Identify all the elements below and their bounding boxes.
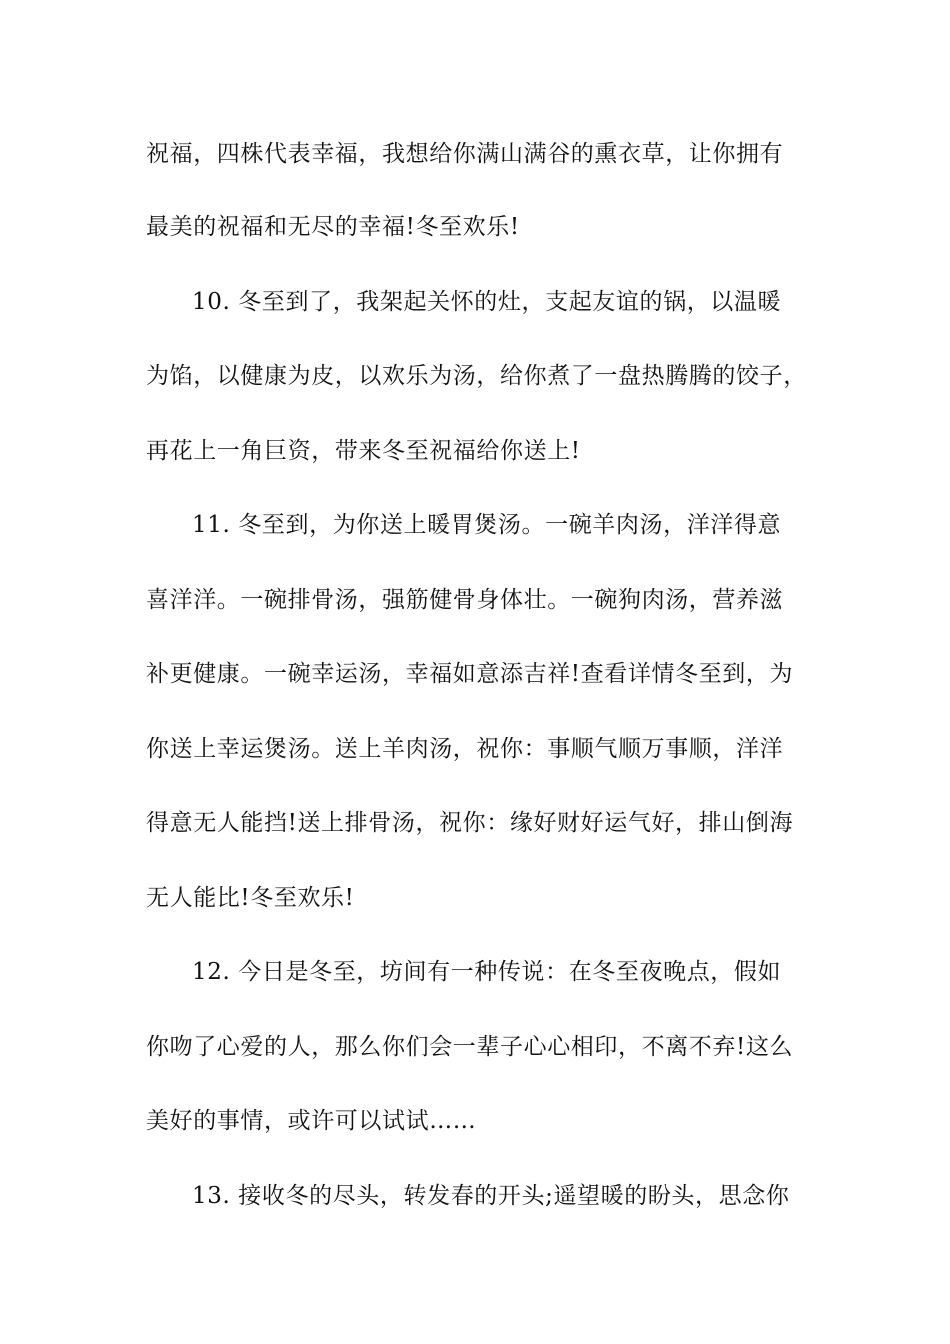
- text-line: 无人能比!冬至欢乐!: [146, 885, 355, 911]
- text-line: 为馅，以健康为皮，以欢乐为汤，给你煮了一盘热腾腾的饺子，: [146, 363, 807, 389]
- paragraph-10-start: 10. 冬至到了，我架起关怀的灶，支起友谊的锅，以温暖: [192, 289, 782, 315]
- text-line: 最美的祝福和无尽的幸福!冬至欢乐!: [146, 214, 520, 240]
- text-line: 补更健康。一碗幸运汤，幸福如意添吉祥!查看详情冬至到，为: [146, 661, 794, 687]
- text-line: 你吻了心爱的人，那么你们会一辈子心心相印，不离不弃!这么: [146, 1034, 794, 1060]
- text-line: 喜洋洋。一碗排骨汤，强筋健骨身体壮。一碗狗肉汤，营养滋: [146, 587, 784, 613]
- text-line: 再花上一角巨资，带来冬至祝福给你送上!: [146, 438, 581, 464]
- paragraph-13-start: 13. 接收冬的尽头，转发春的开头;遥望暖的盼头，思念你: [192, 1183, 790, 1209]
- text-line: 得意无人能挡!送上排骨汤，祝你：缘好财好运气好，排山倒海: [146, 810, 794, 836]
- text-line: 美好的事情，或许可以试试……: [146, 1108, 477, 1134]
- text-line: 祝福，四株代表幸福，我想给你满山满谷的熏衣草，让你拥有: [146, 141, 784, 167]
- text-line: 你送上幸运煲汤。送上羊肉汤，祝你：事顺气顺万事顺，洋洋: [146, 736, 784, 762]
- paragraph-11-start: 11. 冬至到，为你送上暖胃煲汤。一碗羊肉汤，洋洋得意: [192, 512, 782, 538]
- paragraph-12-start: 12. 今日是冬至，坊间有一种传说：在冬至夜晚点，假如: [192, 959, 782, 985]
